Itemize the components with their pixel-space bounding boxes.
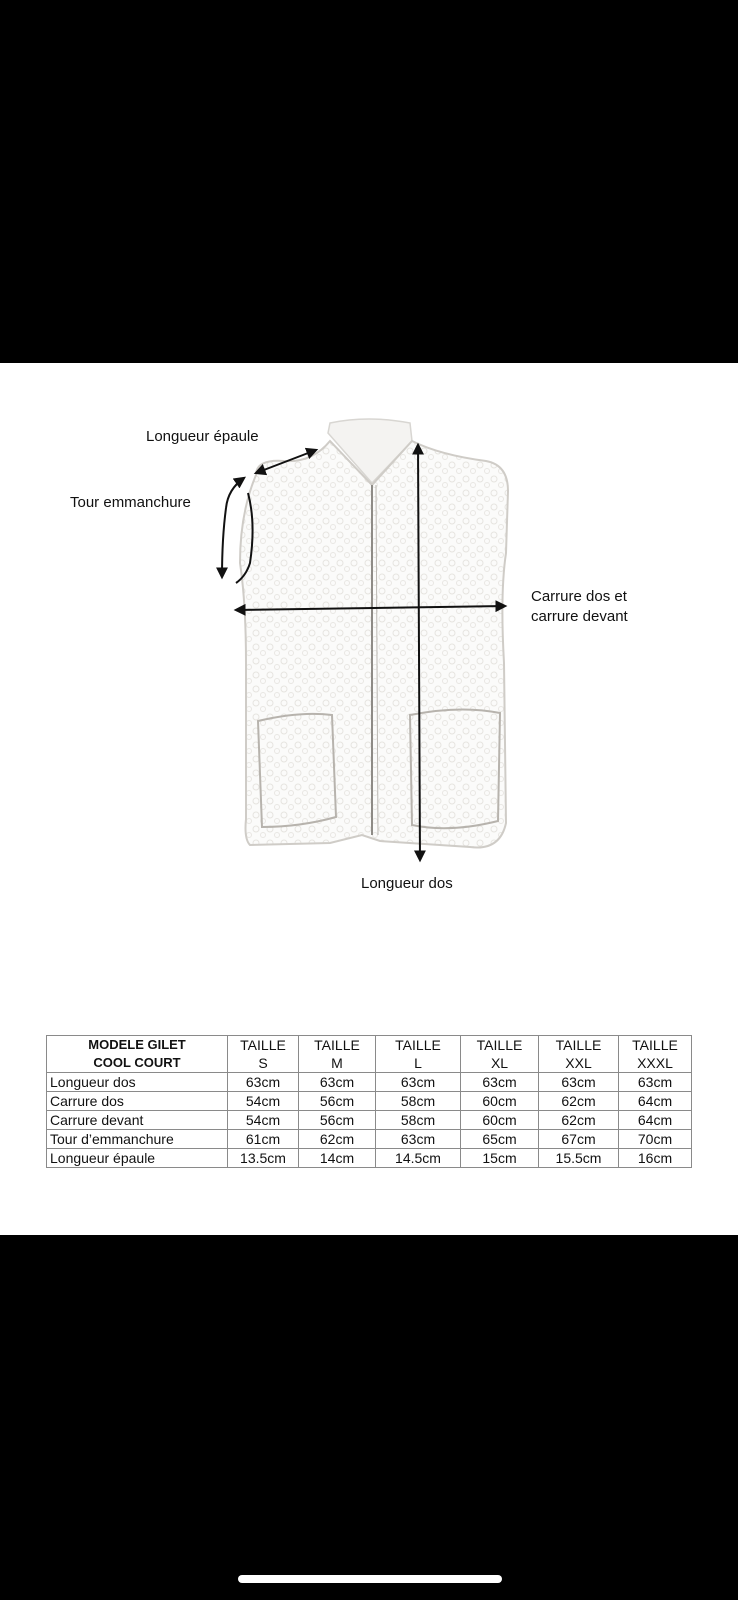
table-header-row [47,1036,692,1073]
size-header-code: L [414,1055,422,1071]
row-label: Longueur épaule [47,1149,228,1168]
size-header-code: XXXL [637,1055,673,1071]
right-pocket [410,709,500,828]
table-cell: 64cm [619,1092,692,1111]
size-header-code: XXL [565,1055,592,1071]
label-carrure-line1: Carrure dos et [531,588,627,605]
table-cell: 63cm [376,1130,461,1149]
table-cell: 15.5cm [539,1149,619,1168]
table-cell: 63cm [539,1073,619,1092]
size-header-label: TAILLE [314,1037,360,1053]
label-longueur-dos: Longueur dos [361,875,453,892]
row-label: Carrure devant [47,1111,228,1130]
table-cell: 63cm [376,1073,461,1092]
table-cell: 16cm [619,1149,692,1168]
table-cell: 56cm [299,1092,376,1111]
table-cell: 13.5cm [228,1149,299,1168]
model-line2: COOL COURT [93,1055,181,1070]
row-label: Longueur dos [47,1073,228,1092]
home-indicator[interactable] [238,1575,502,1583]
size-header-m [299,1036,376,1073]
table-cell: 63cm [299,1073,376,1092]
table-cell: 54cm [228,1092,299,1111]
size-header-xl [461,1036,539,1073]
table-row [47,1149,692,1168]
top-black-band [0,0,738,363]
label-carrure-line2: carrure devant [531,608,628,625]
size-header-label: TAILLE [476,1037,523,1053]
table-cell: 62cm [539,1111,619,1130]
size-header-xxl [539,1036,619,1073]
table-cell: 60cm [461,1111,539,1130]
table-cell: 61cm [228,1130,299,1149]
size-header-code: S [258,1055,268,1071]
table-cell: 14cm [299,1149,376,1168]
table-cell: 56cm [299,1111,376,1130]
row-label: Tour d’emmanchure [47,1130,228,1149]
size-table [46,1035,692,1168]
size-header-label: TAILLE [395,1037,441,1053]
table-cell: 64cm [619,1111,692,1130]
table-row [47,1073,692,1092]
size-header-label: TAILLE [555,1037,602,1053]
size-header-code: M [331,1055,343,1071]
size-header-l [376,1036,461,1073]
size-guide-panel [0,363,738,1235]
size-header-xxxl [619,1036,692,1073]
label-tour-emmanchure: Tour emmanchure [70,494,191,511]
table-cell: 54cm [228,1111,299,1130]
row-label: Carrure dos [47,1092,228,1111]
left-pocket [258,714,336,827]
size-header-code: XL [490,1055,509,1071]
table-cell: 65cm [461,1130,539,1149]
vest-diagram [0,363,738,963]
table-cell: 15cm [461,1149,539,1168]
model-line1: MODELE GILET [88,1037,186,1052]
table-cell: 63cm [619,1073,692,1092]
table-cell: 14.5cm [376,1149,461,1168]
vest-illustration [0,363,738,963]
table-cell: 62cm [299,1130,376,1149]
table-cell: 62cm [539,1092,619,1111]
table-row [47,1092,692,1111]
table-cell: 63cm [228,1073,299,1092]
table-cell: 60cm [461,1092,539,1111]
table-cell: 58cm [376,1092,461,1111]
table-cell: 70cm [619,1130,692,1149]
table-cell: 63cm [461,1073,539,1092]
bottom-black-band [0,1235,738,1600]
table-row [47,1111,692,1130]
table-row [47,1130,692,1149]
size-header-label: TAILLE [240,1037,286,1053]
model-header [47,1036,228,1073]
size-header-label: TAILLE [632,1037,678,1053]
table-cell: 58cm [376,1111,461,1130]
size-header-s [228,1036,299,1073]
label-longueur-epaule: Longueur épaule [146,428,259,445]
table-cell: 67cm [539,1130,619,1149]
